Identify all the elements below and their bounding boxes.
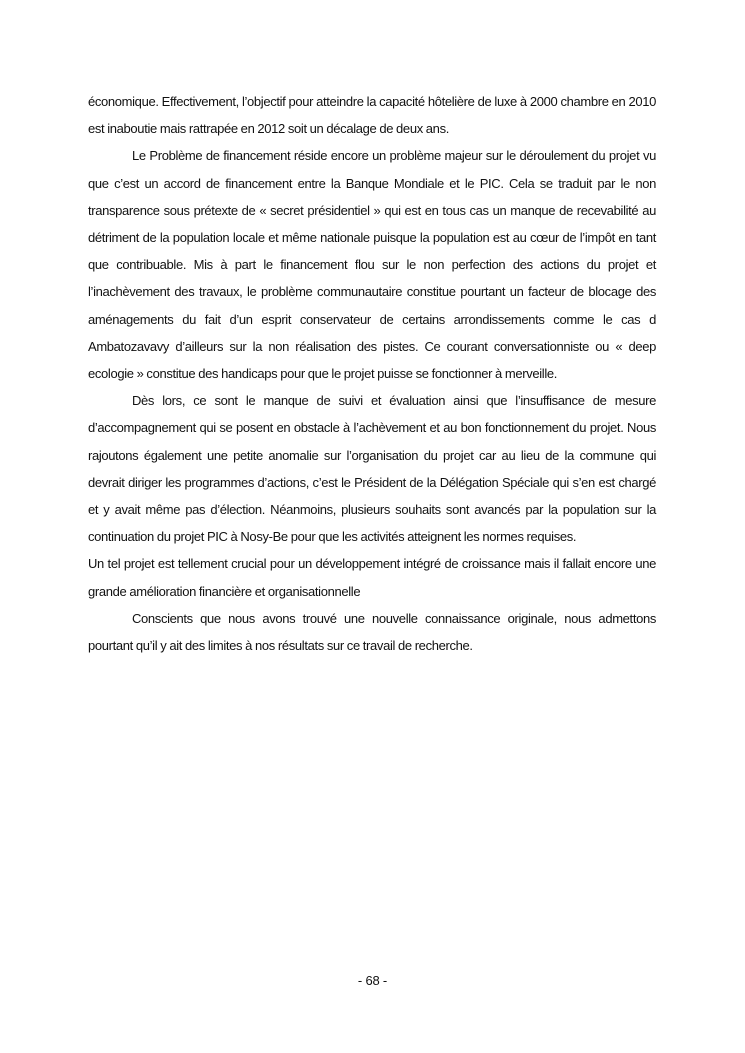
- paragraph-financing-problem: Le Problème de financement réside encore un problème majeur sur le déroulement du projet vu que c’est un accord de financement entre la Banque Mondiale et le PIC. Cela se traduit par le non transparence sous prétexte de « secret présidentiel » qui est en tous cas un manque de recevabilité au détriment de la population locale et même nationale puisque la population est au cœur de l’impôt en tant que contribuable. Mis à part le financement flou sur le non perfection des actions du projet et l’inachèvement des travaux, le problème communautaire constitue pourtant un facteur de blocage des aménagements du fait d’un esprit conservateur de certains arrondissements comme le cas d Ambatozavavy d’ailleurs sur la non réalisation des pistes. Ce courant conversationniste ou « deep ecologie » constitue des handicaps pour que le projet puisse se fonctionner à merveille.: [88, 148, 656, 382]
- paragraph-limitations: Conscients que nous avons trouvé une nouvelle connaissance originale, nous admettons pourtant qu’il y ait des limites à nos résultats sur ce travail de recherche.: [88, 610, 656, 654]
- paragraph-monitoring-evaluation: Dès lors, ce sont le manque de suivi et évaluation ainsi que l’insuffisance de mesure d’accompagnement qui se posent en obstacle à l’achèvement et au bon fonctionnement du projet. Nous rajoutons également une petite anomalie sur l’organisation du projet car au lieu de la commune qui devrait diriger les programmes d’actions, c’est le Président de la Délégation Spéciale qui s’en est chargé et y avait même pas d’élection. Néanmoins, plusieurs souhaits sont avancés par la population sur la continuation du projet PIC à Nosy-Be pour que les activités atteignent les normes requises.: [88, 393, 656, 545]
- paragraph-project-importance: Un tel projet est tellement crucial pour un développement intégré de croissance mais il fallait encore une grande amélioration financière et organisationnelle: [88, 556, 656, 599]
- page-number: - 68 -: [357, 973, 388, 988]
- body-text: [88, 88, 656, 659]
- paragraph-continuation: économique. Effectivement, l’objectif pour atteindre la capacité hôtelière de luxe à 2000 chambre en 2010 est inaboutie mais rattrapée en 2012 soit un décalage de deux ans.: [88, 94, 656, 137]
